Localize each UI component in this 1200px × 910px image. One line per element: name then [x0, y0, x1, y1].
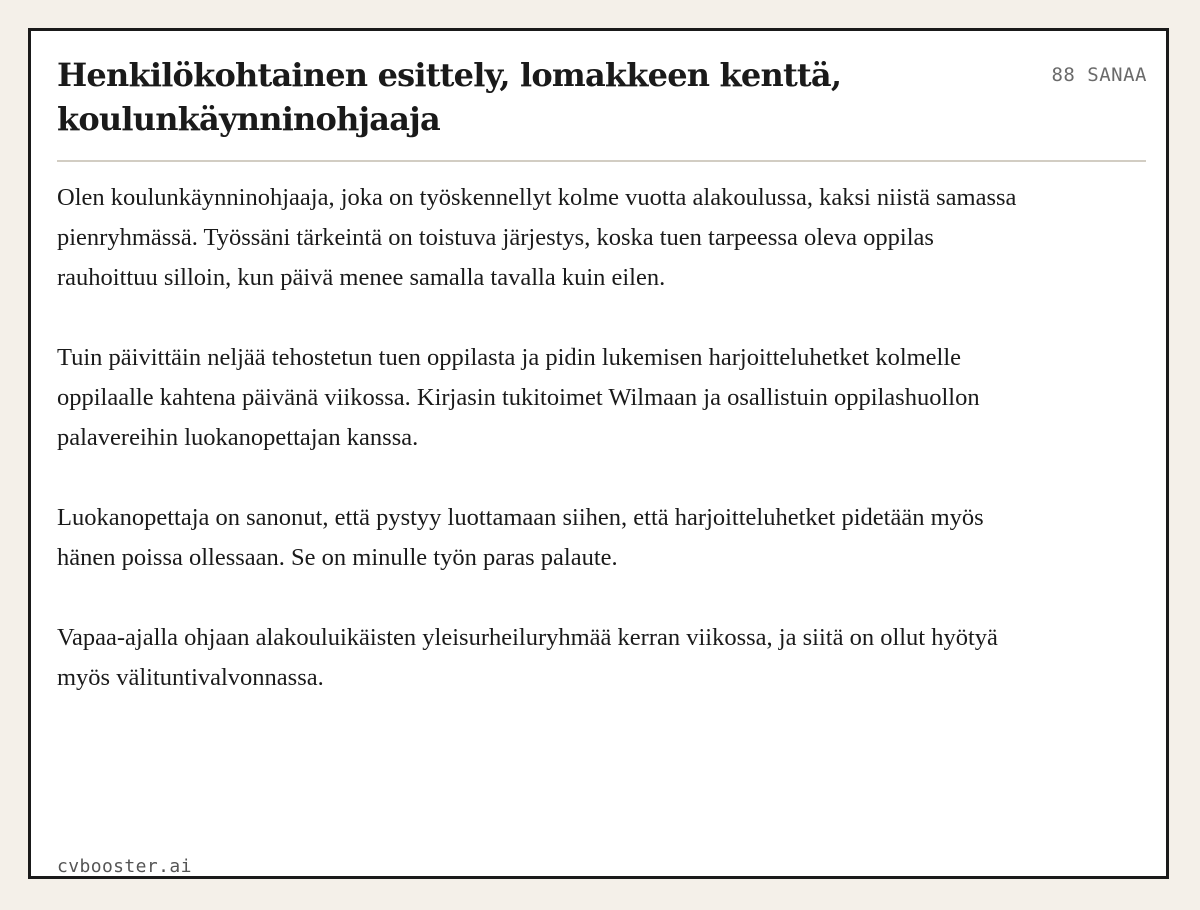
document-header	[57, 53, 1147, 141]
paragraph-2: Tuin päivittäin neljää tehostetun tuen oppilasta ja pidin lukemisen harjoitteluhetket kolmelle oppilaalle kahtena päivänä viikossa. Kirjasin tukitoimet Wilmaan ja osallistuin oppilashuollon palavereihin luokanopettajan kanssa.	[57, 344, 980, 451]
document-card	[28, 28, 1169, 879]
footer-brand: cvbooster.ai	[57, 856, 192, 877]
paragraph-3: Luokanopettaja on sanonut, että pystyy luottamaan siihen, että harjoitteluhetket pidetään myös hänen poissa ollessaan. Se on minulle työn paras palaute.	[57, 504, 984, 571]
paragraph-4: Vapaa-ajalla ohjaan alakouluikäisten yleisurheiluryhmää kerran viikossa, ja siitä on ollut hyötyä myös välituntivalvonnassa.	[57, 624, 998, 691]
word-count-label: 88 SANAA	[1051, 64, 1147, 86]
paragraph-1: Olen koulunkäynninohjaaja, joka on työskennellyt kolme vuotta alakoulussa, kaksi niistä samassa pienryhmässä. Työssäni tärkeintä on toistuva järjestys, koska tuen tarpeessa oleva oppilas rauhoittuu silloin, kun päivä menee samalla tavalla kuin eilen.	[57, 184, 1017, 291]
header-divider	[57, 160, 1146, 162]
document-title: Henkilökohtainen esittely, lomakkeen kenttä, koulunkäynninohjaaja	[57, 56, 842, 138]
document-body	[57, 178, 1017, 698]
